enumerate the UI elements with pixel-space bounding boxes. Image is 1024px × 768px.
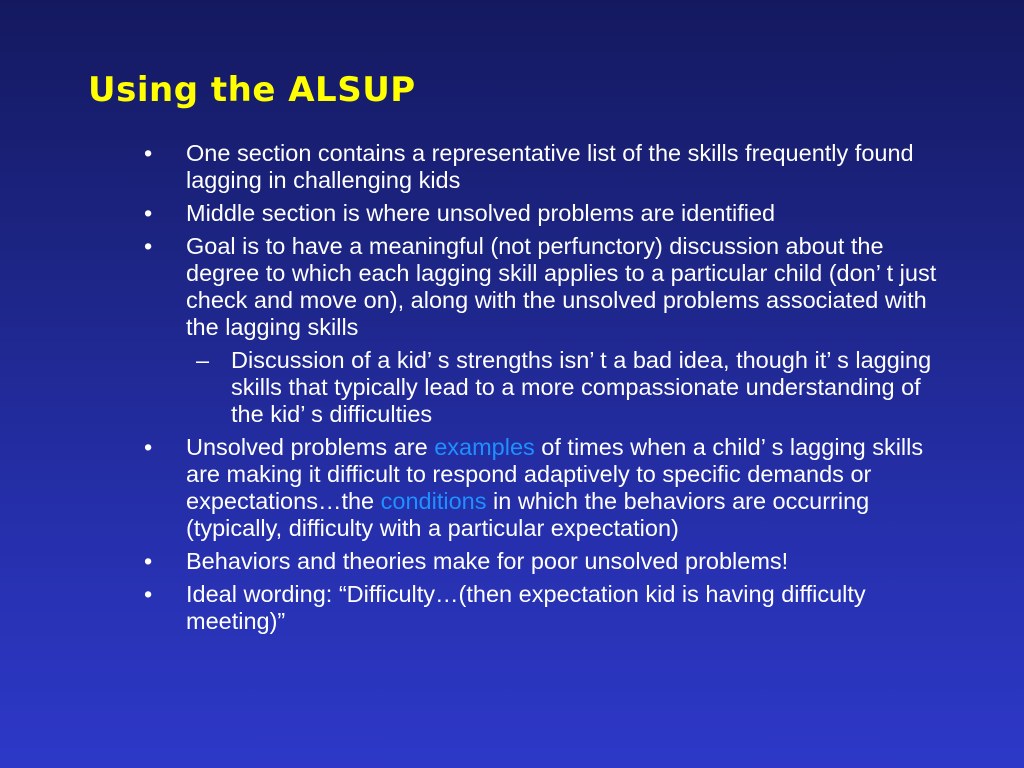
highlight-examples: examples	[434, 434, 535, 460]
sub-bullet-item	[142, 347, 942, 428]
bullet-text: Middle section is where unsolved problems are identified	[186, 200, 776, 226]
bullet-text: Behaviors and theories make for poor unsolved problems!	[186, 548, 789, 574]
bullet-text-part: Unsolved problems are	[186, 434, 435, 460]
bullet-item	[142, 581, 942, 635]
slide-title: Using the ALSUP	[88, 70, 416, 110]
dash-icon: –	[196, 347, 210, 373]
bullet-text-part: in which the behaviors are occurring (typically, difficulty with a particular expectation)	[186, 488, 870, 541]
bullet-icon: •	[144, 434, 153, 460]
slide-content	[142, 140, 942, 641]
bullet-text: Goal is to have a meaningful (not perfunctory) discussion about the degree to which each lagging skill applies to a particular child (don’ t just check and move on), along with the unsolved problems associated with the lagging skills	[186, 233, 937, 340]
bullet-item	[142, 434, 942, 542]
bullet-text: Ideal wording: “Difficulty…(then expectation kid is having difficulty meeting)”	[186, 581, 866, 634]
bullet-icon: •	[144, 548, 153, 574]
bullet-item	[142, 200, 942, 227]
highlight-conditions: conditions	[380, 488, 487, 514]
bullet-icon: •	[144, 200, 153, 226]
bullet-icon: •	[144, 140, 153, 166]
bullet-icon: •	[144, 581, 153, 607]
bullet-item	[142, 233, 942, 341]
bullet-item	[142, 548, 942, 575]
bullet-text	[186, 434, 923, 541]
sub-bullet-text: Discussion of a kid’ s strengths isn’ t a bad idea, though it’ s lagging skills that typically lead to a more compassionate understanding of the kid’ s difficulties	[231, 347, 932, 427]
bullet-text-part: of times when a child’ s lagging skills are making it difficult to respond adaptively to specific demands or expectations…the	[186, 434, 924, 514]
bullet-item	[142, 140, 942, 194]
bullet-text: One section contains a representative list of the skills frequently found lagging in challenging kids	[186, 140, 914, 193]
bullet-icon: •	[144, 233, 153, 259]
